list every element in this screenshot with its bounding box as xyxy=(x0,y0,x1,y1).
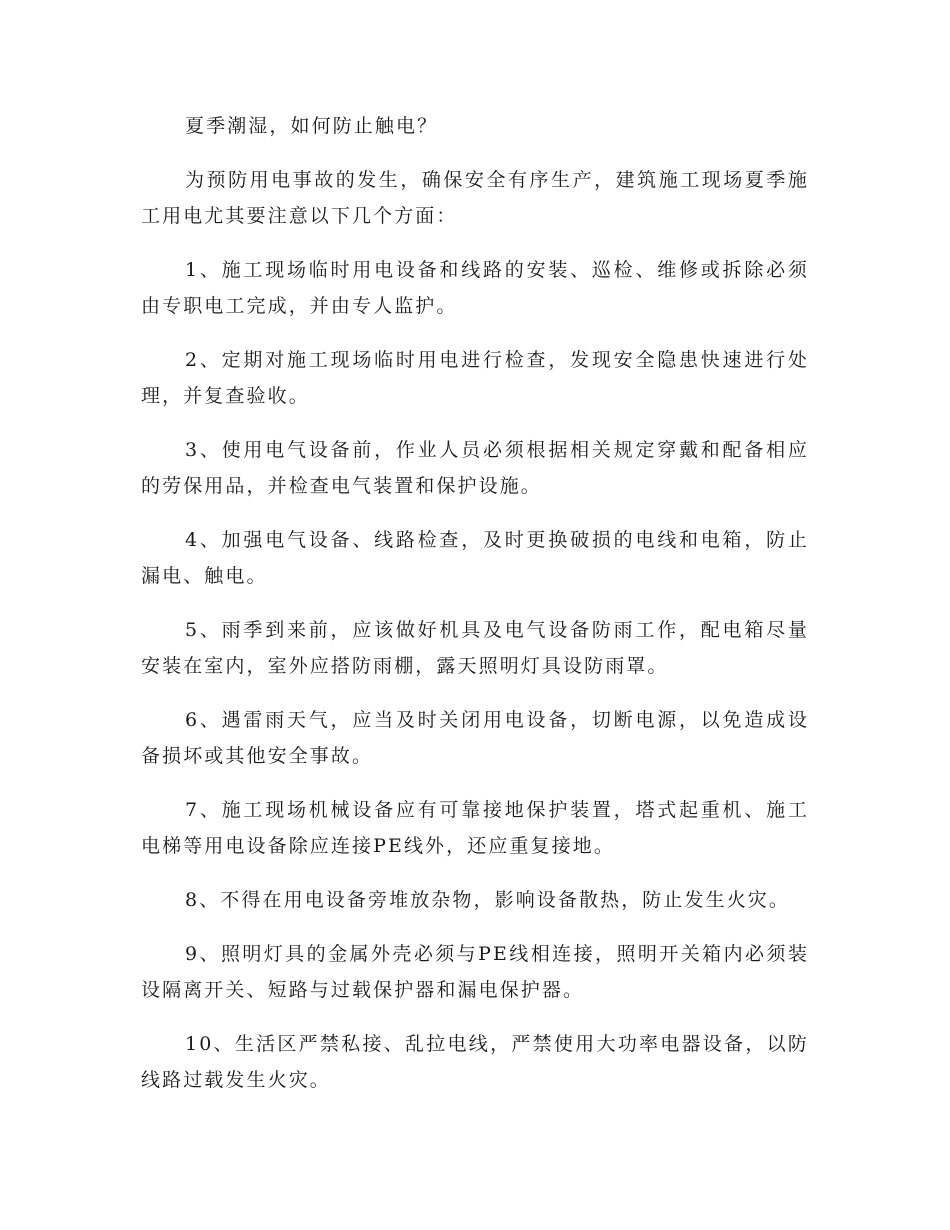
document-body xyxy=(141,108,809,1116)
list-item: 6、遇雷雨天气，应当及时关闭用电设备，切断电源，以免造成设备损坏或其他安全事故。 xyxy=(141,709,809,767)
list-item: 7、施工现场机械设备应有可靠接地保护装置，塔式起重机、施工电梯等用电设备除应连接PE线外，还应重复接地。 xyxy=(141,799,809,857)
intro-paragraph: 为预防用电事故的发生，确保安全有序生产，建筑施工现场夏季施工用电尤其要注意以下几个方面： xyxy=(141,169,809,227)
list-item: 1、施工现场临时用电设备和线路的安装、巡检、维修或拆除必须由专职电工完成，并由专人监护。 xyxy=(141,259,809,317)
list-item: 10、生活区严禁私接、乱拉电线，严禁使用大功率电器设备，以防线路过载发生火灾。 xyxy=(141,1033,809,1091)
list-item: 9、照明灯具的金属外壳必须与PE线相连接，照明开关箱内必须装设隔离开关、短路与过载保护器和漏电保护器。 xyxy=(141,943,809,1001)
document-title: 夏季潮湿，如何防止触电？ xyxy=(185,115,439,137)
list-item: 2、定期对施工现场临时用电进行检查，发现安全隐患快速进行处理，并复查验收。 xyxy=(141,349,809,407)
list-item: 3、使用电气设备前，作业人员必须根据相关规定穿戴和配备相应的劳保用品，并检查电气装置和保护设施。 xyxy=(141,439,809,497)
list-item: 4、加强电气设备、线路检查，及时更换破损的电线和电箱，防止漏电、触电。 xyxy=(141,529,809,587)
list-item: 5、雨季到来前，应该做好机具及电气设备防雨工作，配电箱尽量安装在室内，室外应搭防雨棚，露天照明灯具设防雨罩。 xyxy=(141,619,809,677)
list-item: 8、不得在用电设备旁堆放杂物，影响设备散热，防止发生火灾。 xyxy=(185,889,790,911)
